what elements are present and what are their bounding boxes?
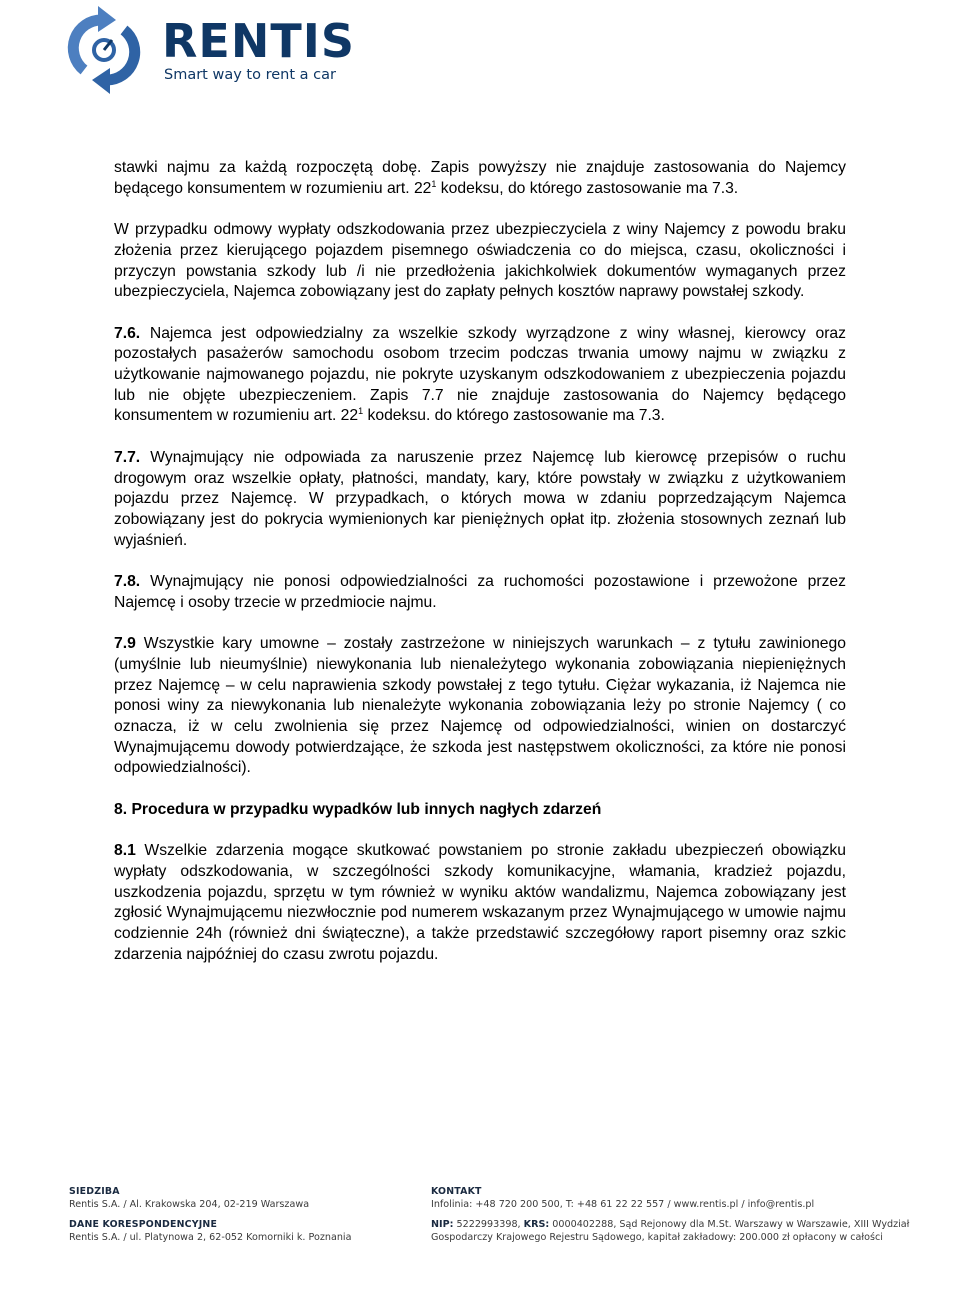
document-body <box>114 158 846 986</box>
clause-7-8: 7.8. Wynajmujący nie ponosi odpowiedzialności za ruchomości pozostawione i przewożone przez Najemcę i osoby trzecie w przedmiocie najmu. <box>114 573 846 611</box>
logo-wordmark: RENTIS <box>162 14 355 68</box>
paragraph-refusal: W przypadku odmowy wypłaty odszkodowania przez ubezpieczyciela z winy Najemcy z powodu braku złożenia przez kierującego pojazdem pisemnego oświadczenia co do miejsca, czasu, okoliczności i przyczyn powstania szkody lub /i nie przedłożenia jakichkolwiek dokumentów wymaganych przez ubezpieczyciela, Najemca zobowiązany jest do zapłaty pełnych kosztów naprawy powstałej szkody. <box>114 221 846 301</box>
clause-7-9: 7.9 Wszystkie kary umowne – zostały zastrzeżone w niniejszych warunkach – z tytułu zawinionego (umyślnie lub nieumyślnie) niewykonania lub nienależytego wykonania zobowiązania niepieniężnych przez Najemcę – w celu naprawienia szkody powstałej z tego tytułu. Ciężar wykazania, iż Najemca nie ponosi winy za niewykonania lub nienależyte wykonania zobowiązania leży po stronie Najemcy ( co oznacza, iż w celu zwolnienia się przez Najemcę od odpowiedzialności, winien on dostarczyć Wynajmującemu dowody potwierdzające, że szkoda jest następstwem okoliczności, za które nie ponosi odpowiedzialności). <box>114 635 846 777</box>
logo-tagline: Smart way to rent a car <box>164 67 336 83</box>
paragraph-continuation: stawki najmu za każdą rozpoczętą dobę. Zapis powyższy nie znajduje zastosowania do Najemcy będącego konsumentem w rozumieniu art. $22^1$ kodeksu, do którego zastosowanie ma 7.3. <box>114 159 846 197</box>
clause-7-7: 7.7. Wynajmujący nie odpowiada za naruszenie przez Najemcę lub kierowcę przepisów o ruchu drogowym oraz wszelkie opłaty, płatności, mandaty, kary, które powstały w związku z użytkowaniem pojazdu przez Najemcę. W przypadkach, o których mowa w zdaniu poprzedzającym Najemca zobowiązany jest do pokrycia wymienionych kar pieniężnych opłat itp. złożenia stosownych zeznań lub wyjaśnień. <box>114 448 846 549</box>
clause-number: 7.8. <box>114 573 141 590</box>
clause-number: 8.1 <box>114 842 136 860</box>
footer-court-text: Gospodarczy Krajowego Rejestru Sądowego, kapitał zakładowy: 200.000 zł opłacony w całości <box>431 1231 883 1243</box>
footer-address-column <box>69 1186 419 1244</box>
superscript: 1 <box>358 406 364 417</box>
clause-8-1: 8.1 Wszelkie zdarzenia mogące skutkować powstaniem po stronie zakładu ubezpieczeń obowiązku wypłaty odszkodowania, w szczególności szkody komunikacyjne, włamania, kradzież pojazdu, uszkodzenia pojazdu, sprzętu w tym również w wyniku aktów wandalizmu, Najemca zobowiązany jest zgłosić Wynajmującemu niezwłocznie pod numerem wskazanym przez Wynajmującego w umowie najmu codziennie 24h (również dni świąteczne), a także przedstawić szczegółowy raport pisemny oraz szkic zdarzenia najpóźniej do czasu zwrotu pojazdu. <box>114 842 846 963</box>
clause-number: 7.9 <box>114 635 136 653</box>
superscript: 1 <box>431 178 437 189</box>
clause-number: 7.6. <box>114 324 141 342</box>
footer-siedziba-heading: SIEDZIBA <box>69 1186 120 1197</box>
clause-number: 7.7. <box>114 448 141 466</box>
footer-registry-line: NIP: 5222993398, KRS: 0000402288, Sąd Rejonowy dla M.St. Warszawy w Warszawie, XIII Wydział <box>431 1219 910 1231</box>
rentis-arrows-icon <box>54 0 154 100</box>
footer-siedziba-text: Rentis S.A. / Al. Krakowska 204, 02-219 Warszawa <box>69 1198 310 1210</box>
clause-7-6: 7.6. Najemca jest odpowiedzialny za wszelkie szkody wyrządzone z winy własnej, kierowcy oraz pozostałych pasażerów samochodu osobom trzecim podczas trwania umowy najmu w związku z użytkowanie najmowanego pojazdu, nie pokryte uzyskanym odszkodowaniem z ubezpieczenia pojazdu lub nie objęte ubezpieczeniem. Zapis 7.7 nie znajduje zastosowania do Najemcy będącego konsumentem w rozumieniu art. $22^1$ kodeksu. do którego zastosowanie ma 7.3. <box>114 324 846 425</box>
section-heading: 8. Procedura w przypadku wypadków lub innych nagłych zdarzeń <box>114 800 602 818</box>
page-footer <box>69 1186 909 1248</box>
footer-contact-column <box>431 1186 911 1244</box>
footer-kontakt-text: Infolinia: +48 720 200 500, T: +48 61 22 22 557 / www.rentis.pl / info@rentis.pl <box>431 1198 815 1210</box>
footer-koresp-text: Rentis S.A. / ul. Platynowa 2, 62-052 Komorniki k. Poznania <box>69 1231 352 1243</box>
company-logo <box>54 0 355 100</box>
footer-kontakt-heading: KONTAKT <box>431 1186 482 1197</box>
footer-koresp-heading: DANE KORESPONDENCYJNE <box>69 1219 218 1231</box>
